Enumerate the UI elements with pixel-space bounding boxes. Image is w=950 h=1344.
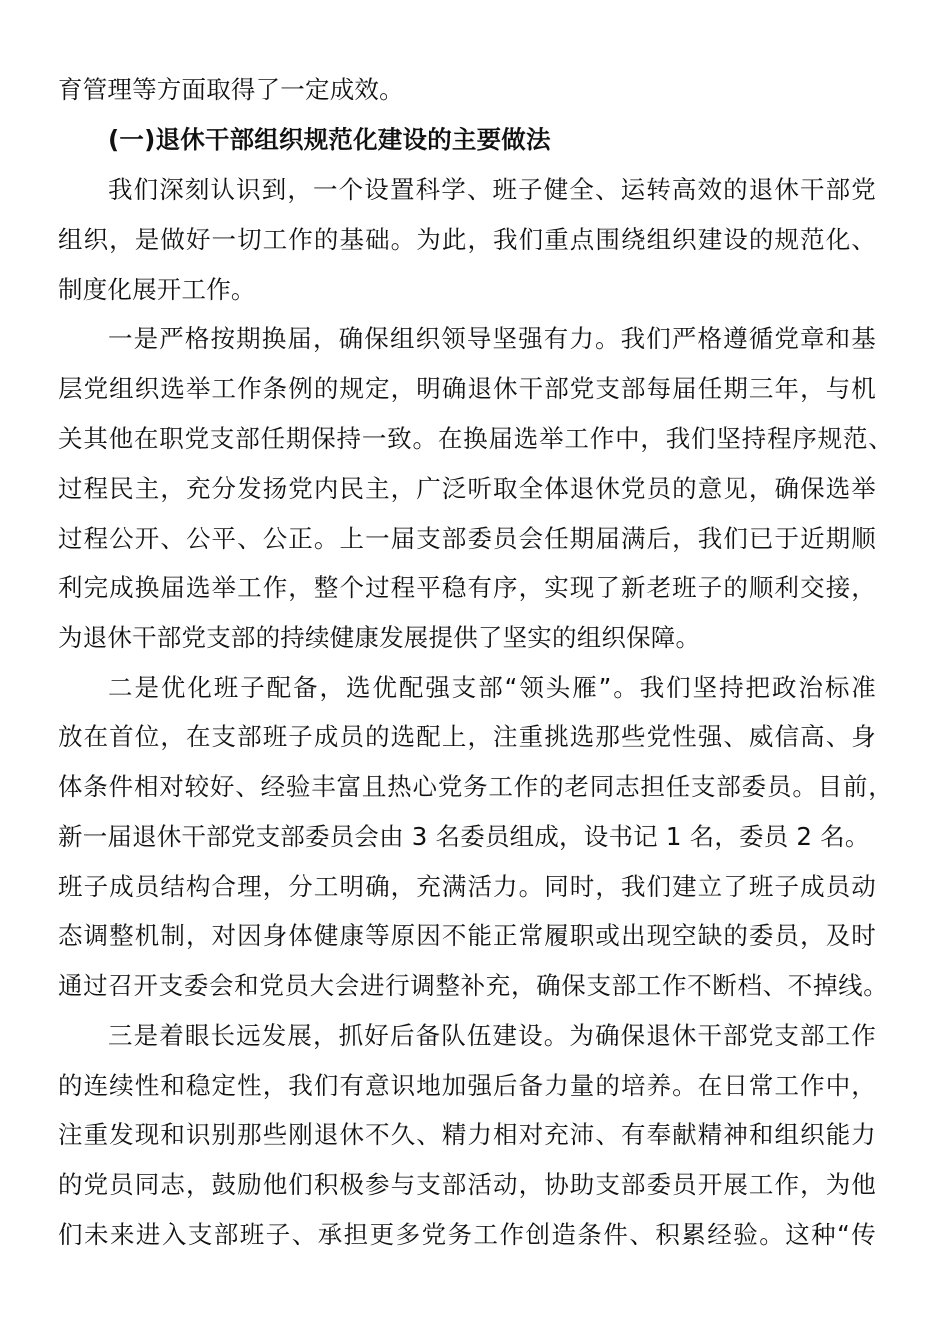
text-line: 三是着眼长远发展，抓好后备队伍建设。为确保退休干部党支部工作	[108, 1021, 876, 1050]
text-line: 层党组织选举工作条例的规定，明确退休干部党支部每届任期三年，与机	[58, 374, 876, 403]
text-line: 的连续性和稳定性，我们有意识地加强后备力量的培养。在日常工作中，	[58, 1071, 876, 1100]
text-line: 态调整机制，对因身体健康等原因不能正常履职或出现空缺的委员，及时	[58, 921, 876, 950]
text-line: 关其他在职党支部任期保持一致。在换届选举工作中，我们坚持程序规范、	[58, 424, 893, 453]
text-line: 体条件相对较好、经验丰富且热心党务工作的老同志担任支部委员。目前，	[58, 772, 893, 801]
section-heading: (一)退休干部组织规范化建设的主要做法	[108, 125, 551, 154]
text-line: 一是严格按期换届，确保组织领导坚强有力。我们严格遵循党章和基	[108, 324, 876, 353]
text-line: 班子成员结构合理，分工明确，充满活力。同时，我们建立了班子成员动	[58, 872, 876, 901]
text-line: 利完成换届选举工作，整个过程平稳有序，实现了新老班子的顺利交接，	[58, 573, 876, 602]
text-line: 的党员同志，鼓励他们积极参与支部活动，协助支部委员开展工作，为他	[58, 1170, 876, 1199]
text-line: 组织，是做好一切工作的基础。为此，我们重点围绕组织建设的规范化、	[58, 225, 876, 254]
text-line: 二是优化班子配备，选优配强支部“领头雁”。我们坚持把政治标准	[108, 673, 876, 702]
text-line: 我们深刻认识到，一个设置科学、班子健全、运转高效的退休干部党	[108, 175, 876, 204]
text-line: 过程民主，充分发扬党内民主，广泛听取全体退休党员的意见，确保选举	[58, 474, 876, 503]
text-line: 为退休干部党支部的持续健康发展提供了坚实的组织保障。	[58, 623, 701, 652]
text-line: 育管理等方面取得了一定成效。	[58, 75, 404, 104]
text-line: 通过召开支委会和党员大会进行调整补充，确保支部工作不断档、不掉线。	[58, 971, 888, 1000]
text-line: 注重发现和识别那些刚退休不久、精力相对充沛、有奉献精神和组织能力	[58, 1120, 876, 1149]
text-line: 们未来进入支部班子、承担更多党务工作创造条件、积累经验。这种“传	[58, 1220, 876, 1249]
text-line: 新一届退休干部党支部委员会由 3 名委员组成，设书记 1 名，委员 2 名。	[58, 822, 870, 851]
text-line: 制度化展开工作。	[58, 275, 256, 304]
text-line: 过程公开、公平、公正。上一届支部委员会任期届满后，我们已于近期顺	[58, 524, 876, 553]
text-line: 放在首位，在支部班子成员的选配上，注重挑选那些党性强、威信高、身	[58, 722, 876, 751]
